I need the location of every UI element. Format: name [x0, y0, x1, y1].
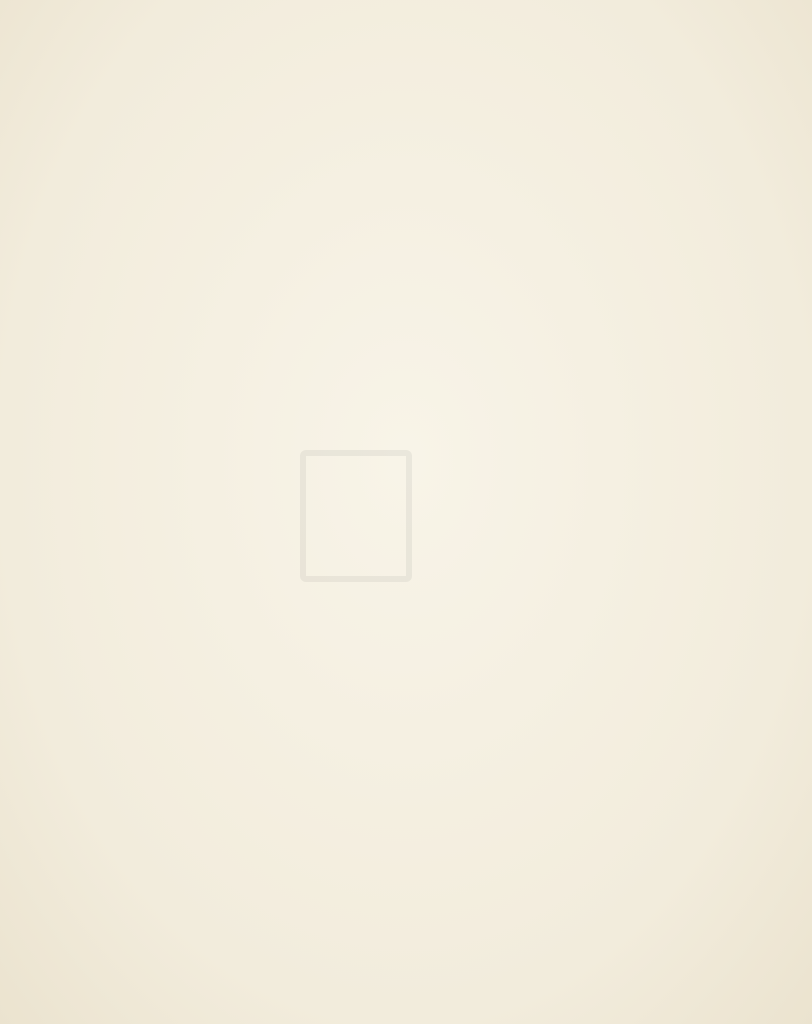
watermark [400, 440, 660, 580]
watermark-logo [300, 450, 412, 582]
